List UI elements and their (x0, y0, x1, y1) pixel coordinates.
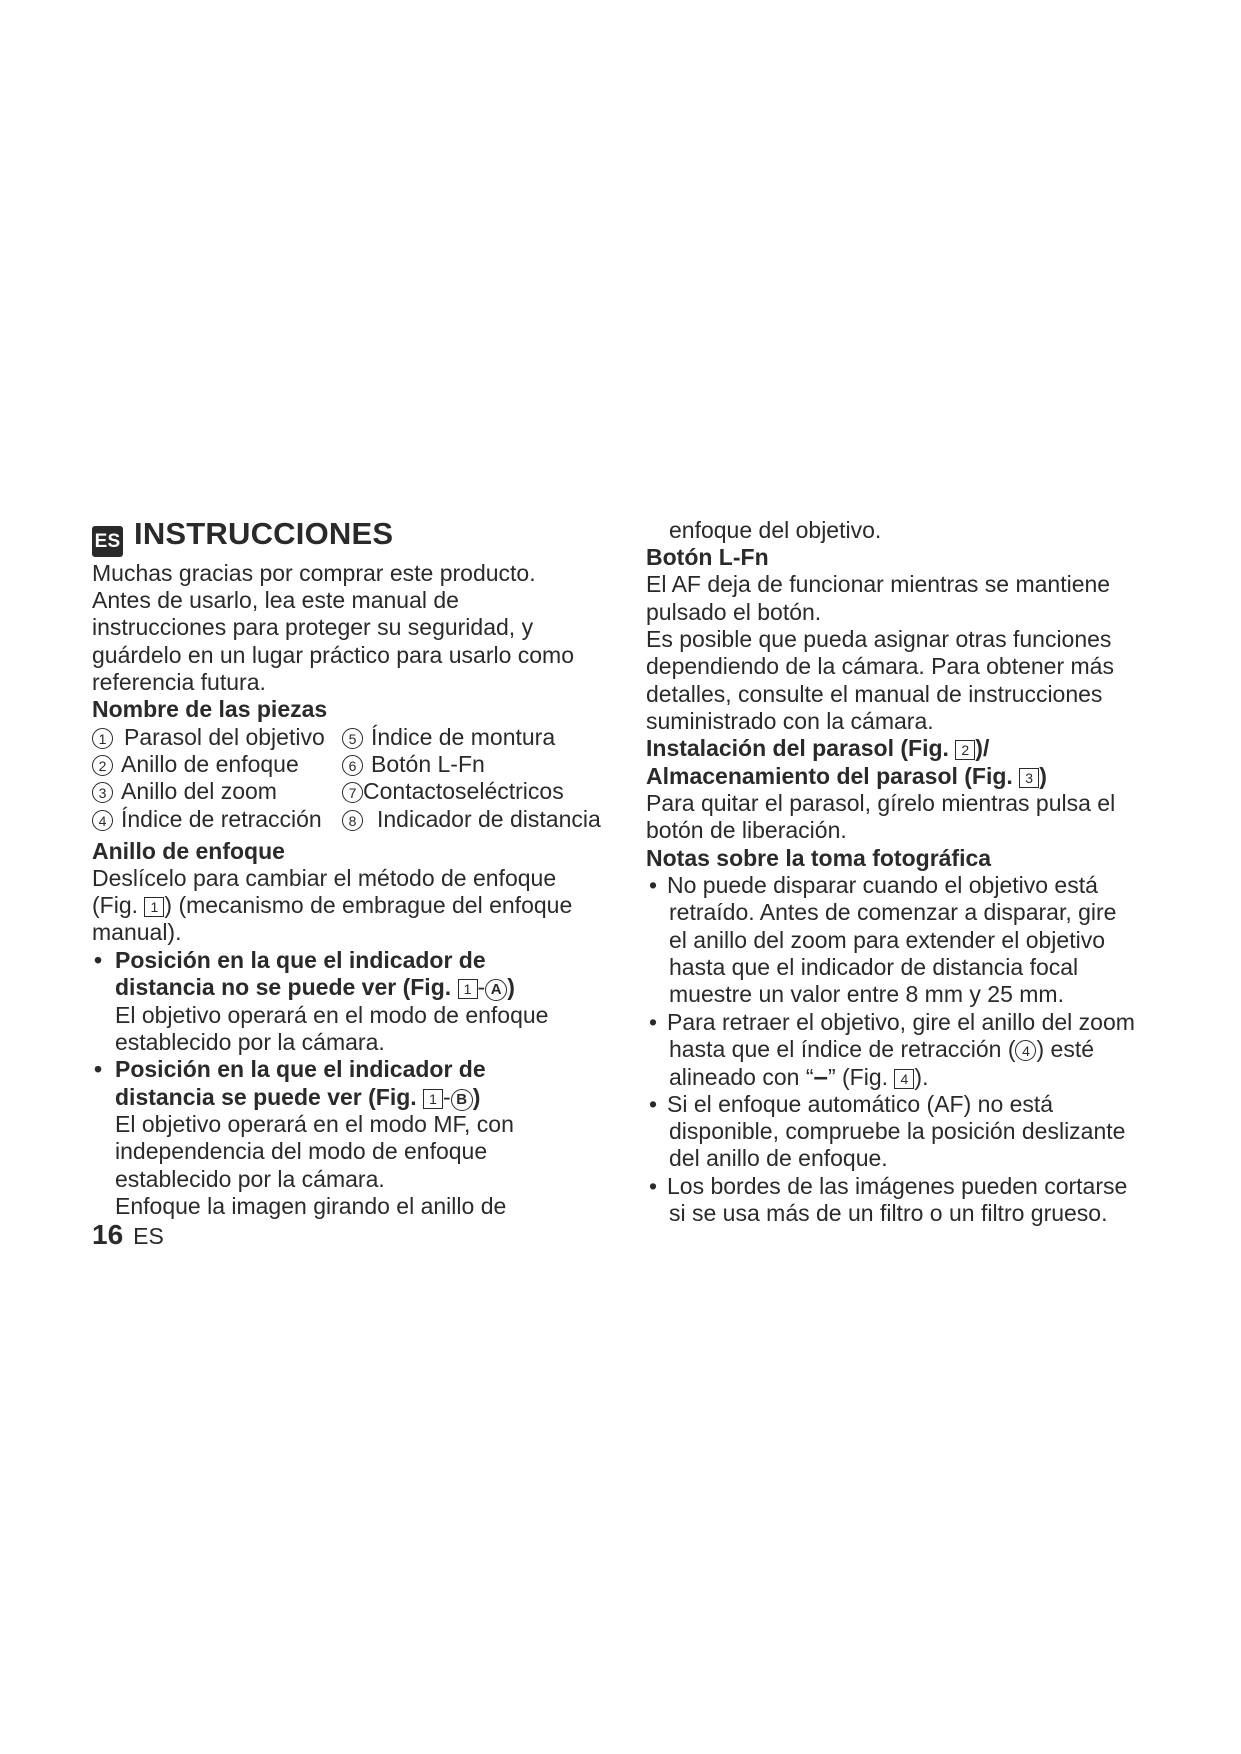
part-item: 3 Anillo del zoom (92, 777, 277, 805)
intro-line: guárdelo en un lugar práctico para usarlo como (92, 642, 575, 668)
page-title: ES INSTRUCCIONES (92, 516, 393, 557)
hood-line: botón de liberación. (646, 817, 847, 843)
retraction-mark: – (813, 1061, 828, 1091)
bullet: • (649, 872, 658, 898)
hood-heading: Almacenamiento del parasol (Fig. 3 ) (646, 763, 1047, 789)
bullet: • (94, 1056, 103, 1082)
bullet-b-title: distancia se puede ver (Fig. 1 - B ) (115, 1084, 481, 1110)
fig-letter: B (451, 1089, 473, 1111)
note-line: hasta que el indicador de distancia focal (669, 954, 1079, 980)
lfn-line: pulsado el botón. (646, 599, 822, 625)
page-footer (92, 1221, 164, 1250)
part-item: 1 Parasol del objetivo (92, 723, 325, 751)
note-line: del anillo de enfoque. (669, 1145, 888, 1171)
note-line: Los bordes de las imágenes pueden cortarse (667, 1173, 1128, 1199)
fig-ref: 4 (894, 1069, 914, 1089)
bullet-b-title: Posición en la que el indicador de (115, 1056, 486, 1082)
bullet: • (649, 1173, 658, 1199)
fig-ref: 3 (1019, 768, 1039, 788)
intro-line: Muchas gracias por comprar este producto. (92, 560, 536, 586)
note-line: retraído. Antes de comenzar a disparar, gire (669, 899, 1117, 925)
lfn-line: detalles, consulte el manual de instrucciones (646, 681, 1103, 707)
part-item: 6 Botón L-Fn (342, 750, 485, 778)
part-item: 7 Contactoseléctricos (342, 777, 564, 805)
bullet: • (649, 1009, 658, 1035)
fig-ref: 1 (458, 979, 478, 999)
note-line: Si el enfoque automático (AF) no está (667, 1091, 1054, 1117)
note-line: el anillo del zoom para extender el objetivo (669, 927, 1105, 953)
part-ref: 4 (1015, 1040, 1036, 1061)
lfn-line: suministrado con la cámara. (646, 708, 934, 734)
note-line: disponible, compruebe la posición deslizante (669, 1118, 1126, 1144)
intro-line: referencia futura. (92, 669, 266, 695)
note-line: alineado con “–” (Fig. 4 ). (669, 1061, 929, 1091)
part-item: 2 Anillo de enfoque (92, 750, 299, 778)
intro-line: instrucciones para proteger su seguridad, y (92, 614, 534, 640)
lfn-line: El AF deja de funcionar mientras se mantiene (646, 571, 1111, 597)
bullet-a-title: distancia no se puede ver (Fig. 1 - A ) (115, 974, 515, 1000)
notes-heading: Notas sobre la toma fotográfica (646, 845, 992, 871)
parts-heading: Nombre de las piezas (92, 696, 328, 722)
page-language: ES (133, 1223, 164, 1249)
note-line: si se usa más de un filtro o un filtro grueso. (669, 1200, 1108, 1226)
intro-line: Antes de usarlo, lea este manual de (92, 587, 459, 613)
bullet-b-text: establecido por la cámara. (115, 1166, 385, 1192)
lfn-heading: Botón L-Fn (646, 544, 769, 570)
part-item: 8 Indicador de distancia (342, 805, 601, 833)
page-number: 16 (92, 1219, 124, 1250)
focus-ring-line: Deslícelo para cambiar el método de enfoque (92, 865, 557, 891)
continuation-line: enfoque del objetivo. (669, 517, 882, 543)
fig-ref: 1 (423, 1089, 443, 1109)
fig-ref: 1 (144, 897, 164, 917)
focus-ring-line: (Fig. 1 ) (mecanismo de embrague del enfoque (92, 892, 573, 918)
part-item: 5 Índice de montura (342, 723, 555, 751)
fig-letter: A (485, 979, 507, 1001)
bullet-a-text: establecido por la cámara. (115, 1029, 385, 1055)
language-badge: ES (92, 526, 123, 557)
fig-ref: 2 (955, 740, 975, 760)
lfn-line: dependiendo de la cámara. Para obtener más (646, 653, 1114, 679)
hood-heading: Instalación del parasol (Fig. 2 )/ (646, 735, 990, 761)
bullet-a-text: El objetivo operará en el modo de enfoque (115, 1002, 549, 1028)
bullet-b-text: Enfoque la imagen girando el anillo de (115, 1193, 507, 1219)
note-line: hasta que el índice de retracción ( 4 ) esté (669, 1036, 1095, 1062)
bullet: • (94, 947, 103, 973)
note-line: Para retraer el objetivo, gire el anillo del zoom (667, 1009, 1135, 1035)
focus-ring-heading: Anillo de enfoque (92, 838, 285, 864)
part-item: 4 Índice de retracción (92, 805, 322, 833)
note-line: No puede disparar cuando el objetivo está (667, 872, 1098, 898)
lfn-line: Es posible que pueda asignar otras funciones (646, 626, 1112, 652)
bullet: • (649, 1091, 658, 1117)
focus-ring-line: manual). (92, 919, 182, 945)
note-line: muestre un valor entre 8 mm y 25 mm. (669, 981, 1064, 1007)
hood-line: Para quitar el parasol, gírelo mientras pulsa el (646, 790, 1116, 816)
bullet-b-text: independencia del modo de enfoque (115, 1138, 488, 1164)
bullet-b-text: El objetivo operará en el modo MF, con (115, 1111, 514, 1137)
bullet-a-title: Posición en la que el indicador de (115, 947, 486, 973)
